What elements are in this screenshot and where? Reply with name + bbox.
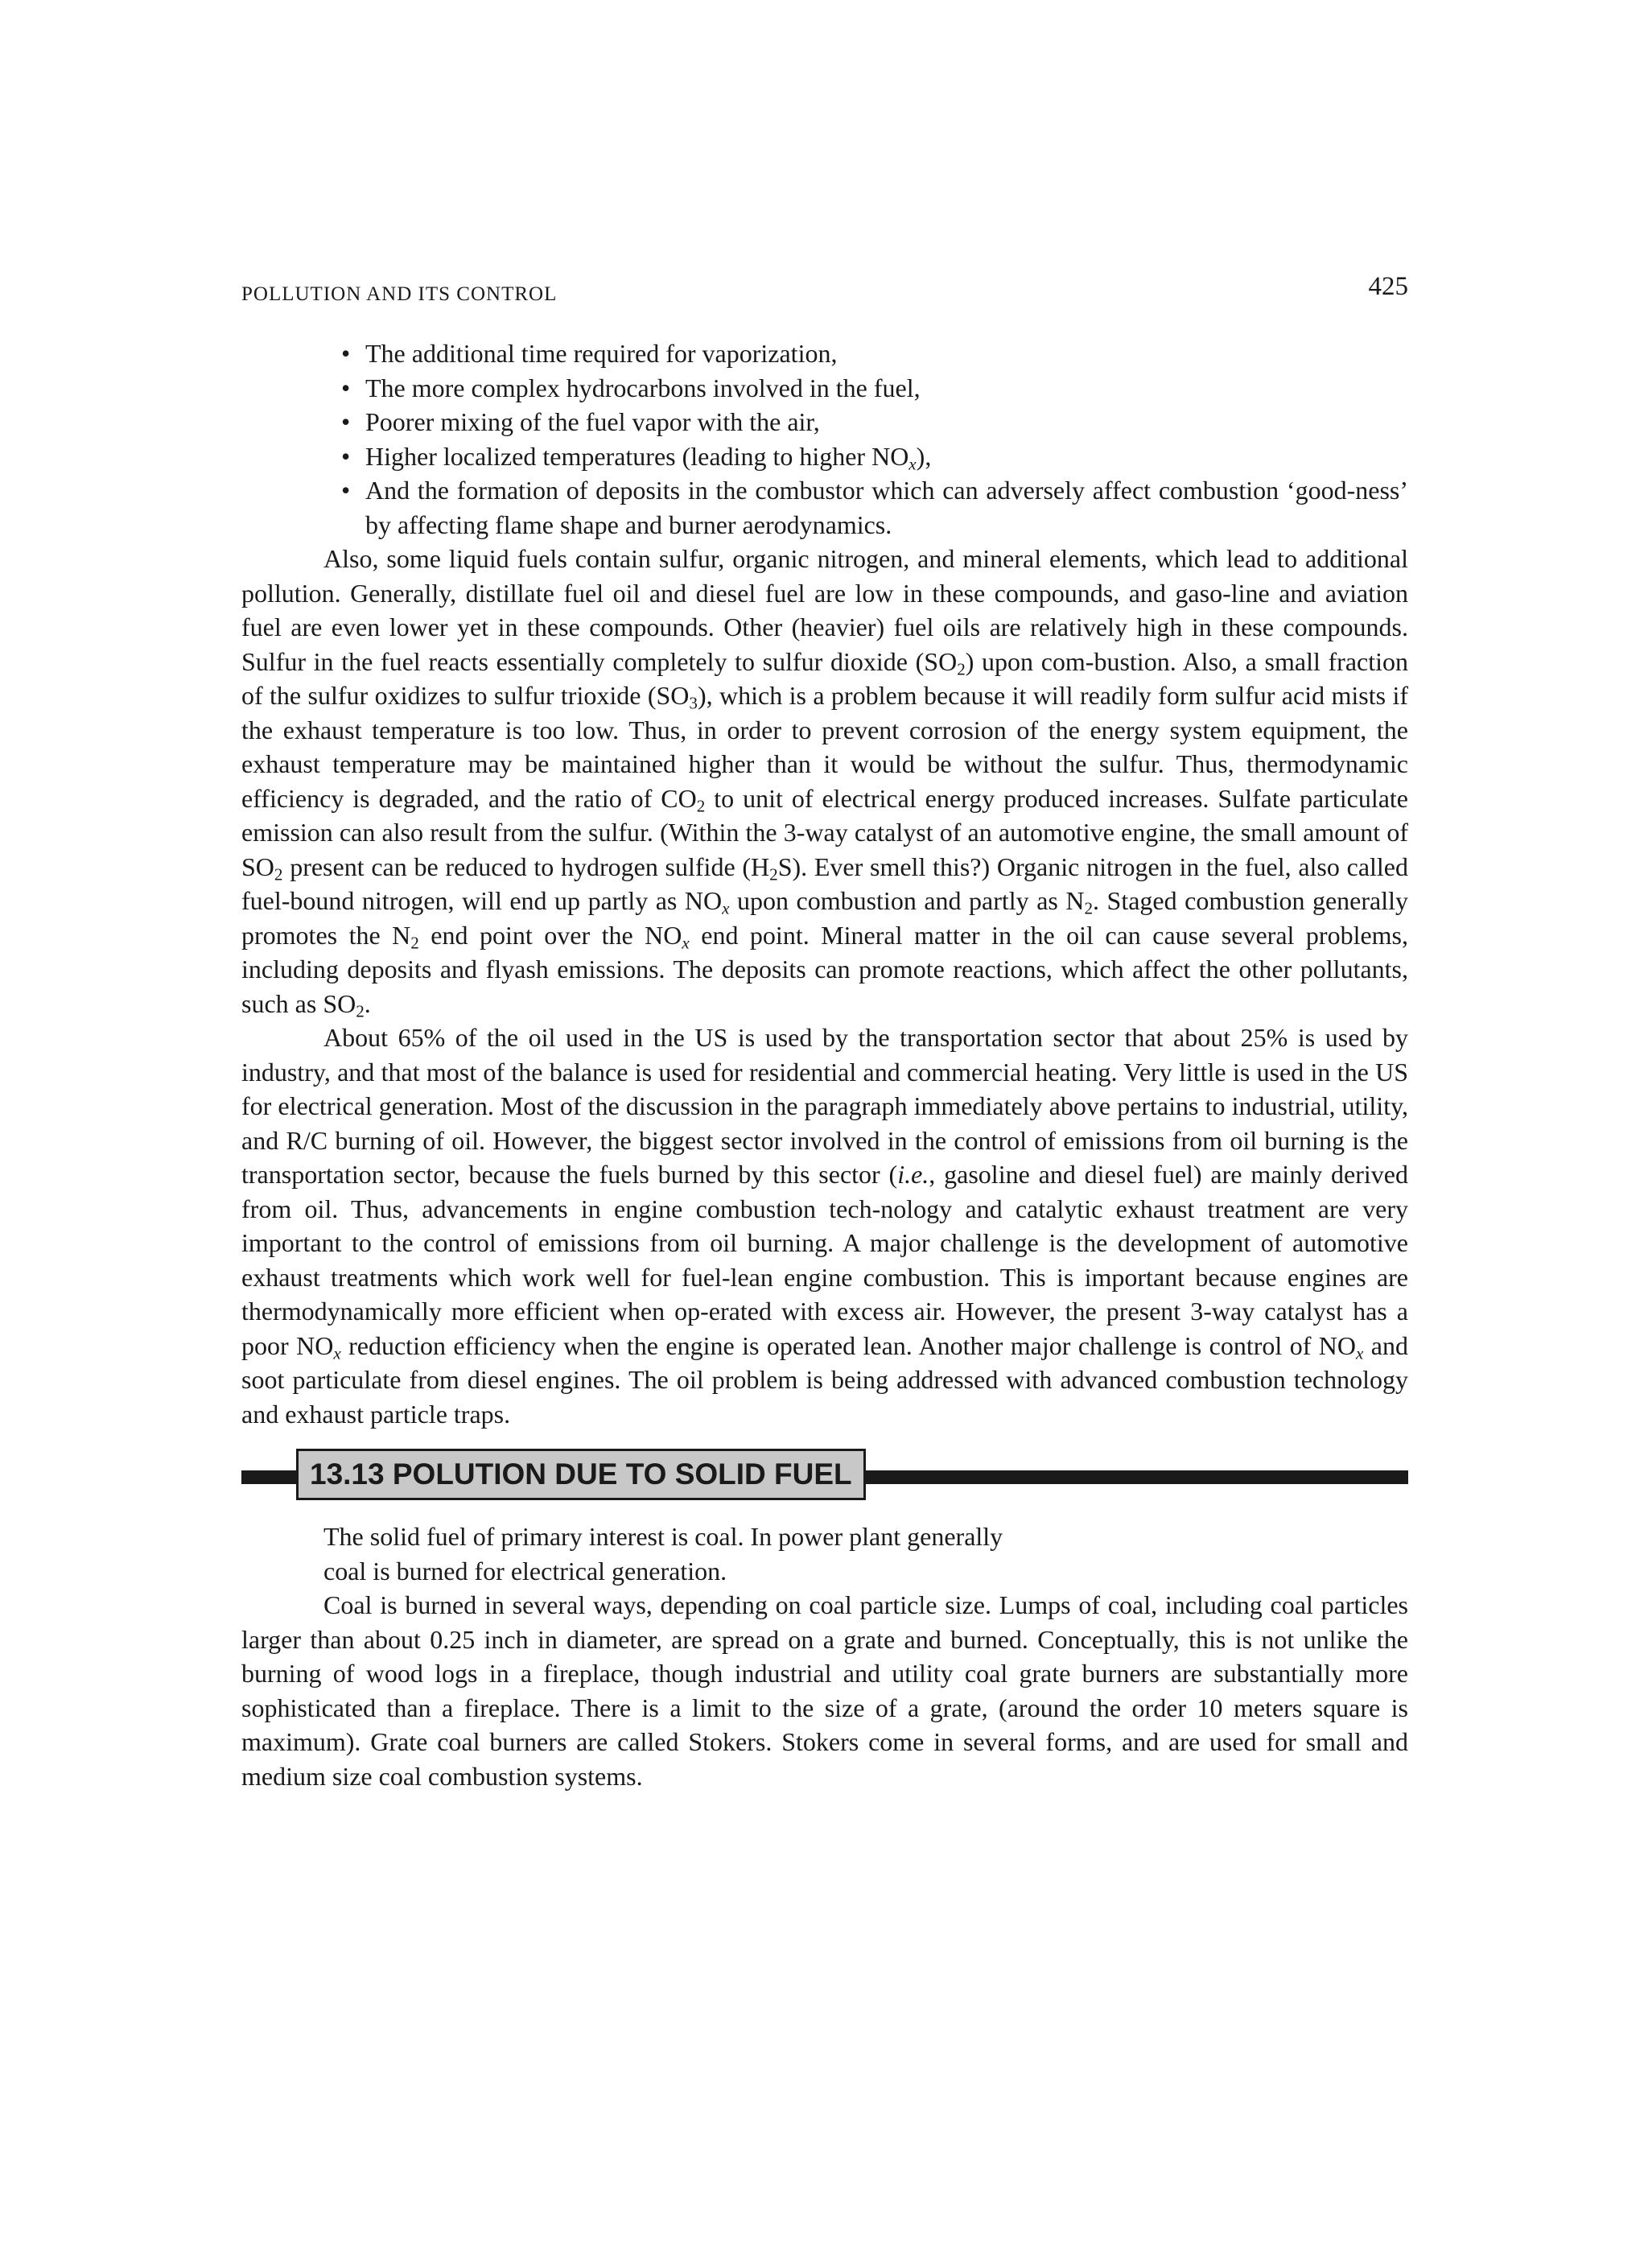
paragraph-solid-fuel-intro-cont: coal is burned for electrical generation. [323, 1556, 727, 1586]
bullet-text: The more complex hydrocarbons involved in the fuel, [365, 373, 921, 402]
bullet-item [341, 439, 1408, 474]
section-title: 13.13 POLUTION DUE TO SOLID FUEL [296, 1449, 866, 1500]
bullet-text: Higher localized temperatures (leading to higher $NO_x$), [365, 441, 932, 473]
bullet-text: And the formation of deposits in the combustor which can adversely affect combustion ‘good-ness’ by affecting flame shape and burner aerodynamics. [365, 476, 1408, 539]
paragraph-oil-use-sectors: About 65% of the oil used in the US is used by the transportation sector that about 25% is used by industry, and that most of the balance is used for residential and commercial heating. Very little is used in the US for electrical generation. Most of the discussion in the paragraph immediately above pertains to industrial, utility, and R/C burning of oil. However, the biggest sector involved in the control of emissions from oil burning is the transportation sector, because the fuels burned by this sector (i.e., gasoline and diesel fuel) are mainly derived from oil. Thus, advancements in engine combustion tech-nology and catalytic exhaust treatment are very important to the control of emissions from oil burning. A major challenge is the development of automotive exhaust treatments which work well for fuel-lean engine combustion. This is important because engines are thermodynamically more efficient when op-erated with excess air. However, the present 3-way catalyst has a poor $NO_x$ reduction efficiency when the engine is operated lean. Another major challenge is control of $NO_x$ and soot particulate from diesel engines. The oil problem is being addressed with advanced combustion technology and exhaust particle traps. [241, 1023, 1409, 1429]
body-text [241, 336, 1408, 1793]
paragraph-solid-fuel-intro: The solid fuel of primary interest is coal. In power plant generally [323, 1522, 1003, 1551]
bullet-item [341, 405, 1408, 439]
running-title: POLLUTION AND ITS CONTROL [241, 283, 558, 305]
bullet-icon: • [341, 441, 351, 471]
bullet-list [241, 336, 1408, 542]
paragraph-coal-burning: Coal is burned in several ways, depending on coal particle size. Lumps of coal, including coal particles larger than about 0.25 inch in diameter, are spread on a grate and burned. Conceptually, this is not unlike the burning of wood logs in a fireplace, though industrial and utility coal grate burners are substantially more sophisticated than a fireplace. There is a limit to the size of a grate, (around the order 10 meters square is maximum). Grate coal burners are called Stokers. Stokers come in several forms, and are used for small and medium size coal combustion systems. [241, 1590, 1408, 1791]
section-heading [241, 1449, 1408, 1505]
bullet-icon: • [341, 476, 351, 505]
page-number: 425 [1368, 272, 1408, 301]
bullet-text: The additional time required for vaporization, [365, 339, 838, 368]
bullet-icon: • [341, 373, 351, 402]
bullet-item [341, 371, 1408, 406]
paragraph-liquid-fuel-pollutants: Also, some liquid fuels contain sulfur, organic nitrogen, and mineral elements, which lead to additional pollution. Generally, distillate fuel oil and diesel fuel are low in these compounds, and gaso-line and aviation fuel are even lower yet in these compounds. Other (heavier) fuel oils are relatively high in these compounds. Sulfur in the fuel reacts essentially completely to sulfur dioxide $(SO_2)$ upon com-bustion. Also, a small fraction of the sulfur oxidizes to sulfur trioxide $(SO_3)$, which is a problem because it will readily form sulfur acid mists if the exhaust temperature is too low. Thus, in order to prevent corrosion of the energy system equipment, the exhaust temperature may be maintained higher than it would be without the sulfur. Thus, thermodynamic efficiency is degraded, and the ratio of $CO_2$ to unit of electrical energy produced increases. Sulfate particulate emission can also result from the sulfur. (Within the 3-way catalyst of an automotive engine, the small amount of $SO_2$ present can be reduced to hydrogen sulfide $(H_2S)$. Ever smell this?) Organic nitrogen in the fuel, also called fuel-bound nitrogen, will end up partly as $NO_x$ upon combustion and partly as $N_2$. Staged combustion generally promotes the $N_2$ end point over the $NO_x$ end point. Mineral matter in the oil can cause several problems, including deposits and flyash emissions. The deposits can promote reactions, which affect the other pollutants, such as $SO_2$. [241, 544, 1409, 1021]
bullet-icon: • [341, 339, 351, 368]
running-head [241, 272, 1408, 312]
bullet-item [341, 336, 1408, 371]
bullet-item [341, 473, 1408, 542]
bullet-icon: • [341, 407, 351, 436]
bullet-text: Poorer mixing of the fuel vapor with the air, [365, 407, 820, 436]
